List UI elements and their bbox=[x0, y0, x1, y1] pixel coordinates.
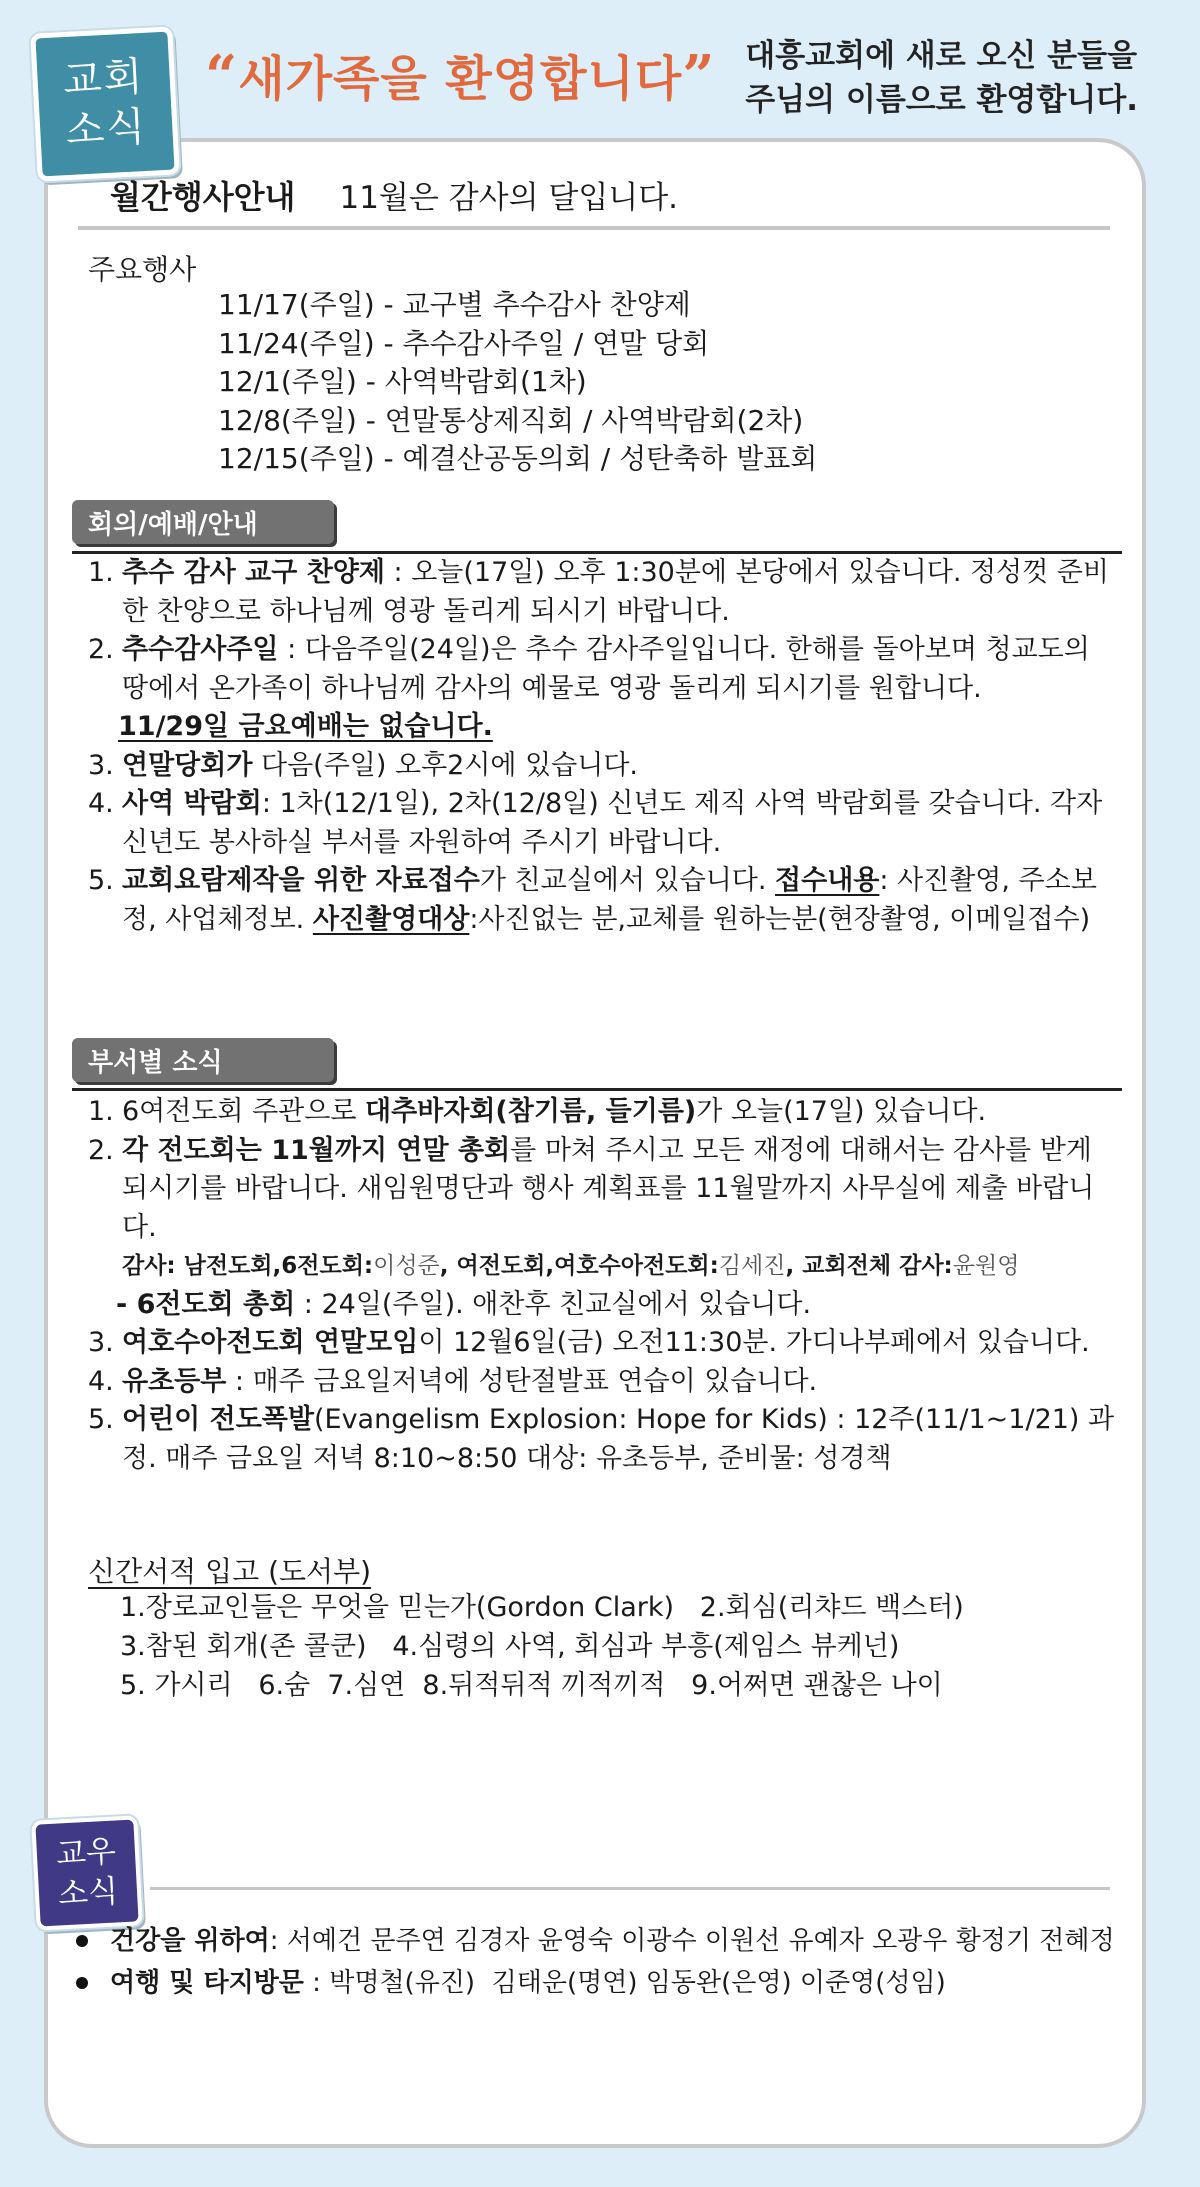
departments-list bbox=[88, 1093, 1118, 1478]
department-item bbox=[88, 1132, 1118, 1248]
divider bbox=[78, 226, 1110, 230]
item-text: : 1차(12/1일), 2차(12/8일) 신년도 제직 사역 박람회를 갖습니다. 각자 신년도 봉사하실 부서를 자원하여 주시기 바랍니다. bbox=[122, 788, 1103, 858]
item-number: 1. bbox=[88, 557, 114, 588]
department-item bbox=[88, 1401, 1118, 1478]
item-text: : 매주 금요일저녁에 성탄절발표 연습이 있습니다. bbox=[226, 1365, 818, 1397]
item-underlined: 접수내용 bbox=[775, 865, 880, 896]
item-underlined: 사진촬영대상 bbox=[312, 903, 470, 935]
item-number: 5. bbox=[88, 1404, 114, 1435]
item-number: 3. bbox=[88, 749, 114, 781]
auditor-label: 감사: 남전도회,6전도회: bbox=[122, 1253, 374, 1279]
badge-line-2: 소식 bbox=[64, 103, 149, 155]
divider bbox=[150, 1887, 1110, 1890]
auditor-name: 윤원영 bbox=[952, 1253, 1020, 1279]
meeting-item bbox=[88, 862, 1118, 939]
travel-names: : 박명철(유진) 김태운(명연) 임동완(은영) 이준영(성임) bbox=[303, 1968, 946, 1998]
item-text: (Evangelism Explosion: Hope for Kids) : 12주(11/1~1/21) 과정. 매주 금요일 저녁 8:10~8:50 대상: 유초등부, 준비물: 성경책 bbox=[122, 1404, 1115, 1474]
item-text: 6여전도회 주관으로 bbox=[122, 1096, 365, 1127]
badge-line-1: 교회 bbox=[61, 53, 146, 105]
department-subitem bbox=[88, 1286, 1118, 1325]
item-text: : 오늘(17일) 오후 1:30분에 본당에서 있습니다. 정성껏 준비한 찬양으로 하나님께 영광 돌리게 되시기 바랍니다. bbox=[122, 557, 1109, 627]
books-line: 3.참된 회개(존 콜쿤) 4.심령의 사역, 회심과 부흥(제임스 뷰케넌) bbox=[120, 1631, 900, 1662]
item-text: 가 친교실에서 있습니다. bbox=[479, 865, 776, 896]
meetings-list bbox=[88, 554, 1118, 939]
section-label-departments: 부서별 소식 bbox=[72, 1038, 334, 1082]
badge-line-2: 소식 bbox=[57, 1873, 119, 1913]
item-number: 4. bbox=[88, 788, 114, 819]
monthly-title-row bbox=[110, 172, 678, 218]
item-text: 를 마쳐 주시고 모든 재정에 대해서는 감사를 받게 되시기를 바랍니다. 새임원명단과 행사 계획표를 11월말까지 사무실에 제출 바랍니다. bbox=[122, 1134, 1095, 1243]
auditor-name: 김세진 bbox=[718, 1253, 786, 1279]
meeting-item bbox=[88, 747, 1118, 786]
events-heading: 주요행사 bbox=[88, 253, 197, 286]
item-text: :사진없는 분,교체를 원하는분(현장촬영, 이메일접수) bbox=[469, 903, 1091, 935]
events-list bbox=[218, 286, 817, 479]
member-news-list bbox=[76, 1920, 1115, 2004]
bullet-icon bbox=[76, 1977, 88, 1989]
item-bold: 추수 감사 교구 찬양제 bbox=[122, 557, 385, 588]
event-item: 11/17(주일) - 교구별 추수감사 찬양제 bbox=[218, 288, 691, 321]
item-text: : 24일(주일). 애찬후 친교실에서 있습니다. bbox=[295, 1288, 812, 1320]
member-news-item bbox=[76, 1920, 1115, 1962]
item-bold: 여호수아전도회 연말모임 bbox=[122, 1327, 419, 1358]
item-bold: - 6전도회 총회 bbox=[116, 1288, 296, 1320]
auditor-label: , 교회전체 감사: bbox=[785, 1253, 953, 1279]
event-item: 12/1(주일) - 사역박람회(1차) bbox=[218, 365, 587, 398]
item-bold: 교회요람제작을 위한 자료접수 bbox=[122, 865, 480, 896]
books-list bbox=[120, 1588, 964, 1705]
item-number: 1. bbox=[88, 1096, 114, 1127]
books-line: 5. 가시리 6.숨 7.심연 8.뒤적뒤적 끼적끼적 9.어쩌면 괜찮은 나이 bbox=[120, 1670, 943, 1701]
event-item: 11/24(주일) - 추수감사주일 / 연말 당회 bbox=[218, 326, 710, 360]
item-number: 2. bbox=[88, 634, 114, 665]
item-bold: 사역 박람회 bbox=[122, 788, 262, 819]
item-text: 가 오늘(17일) 있습니다. bbox=[696, 1096, 987, 1127]
welcome-title bbox=[205, 40, 715, 109]
item-number: 3. bbox=[88, 1327, 114, 1358]
books-heading: 신간서적 입고 (도서부) bbox=[88, 1555, 372, 1588]
item-bold: 유초등부 bbox=[122, 1365, 227, 1397]
item-text: : 사진촬영, 주소보정, 사업체정보. bbox=[122, 865, 1097, 935]
auditor-label: , 여전도회,여호수아전도회: bbox=[439, 1253, 719, 1279]
friday-service-note: 11/29일 금요예배는 없습니다. bbox=[118, 711, 493, 742]
item-text: 이 12월6일(금) 오전11:30분. 가디나부페에서 있습니다. bbox=[418, 1327, 1090, 1358]
travel-label: 여행 및 타지방문 bbox=[110, 1968, 304, 1998]
welcome-subtext bbox=[745, 34, 1138, 122]
meeting-item bbox=[88, 785, 1118, 862]
item-bold: 대추바자회(참기름, 들기름) bbox=[365, 1096, 697, 1127]
item-number: 5. bbox=[88, 865, 114, 896]
item-text: 다음(주일) 오후2시에 있습니다. bbox=[252, 749, 638, 781]
event-item: 12/15(주일) - 예결산공동의회 / 성탄축하 발표회 bbox=[218, 442, 818, 475]
badge-line-1: 교우 bbox=[55, 1833, 117, 1873]
welcome-subtext-line-1: 대흥교회에 새로 오신 분들을 bbox=[745, 38, 1138, 74]
item-bold: 각 전도회는 11월까지 연말 총회 bbox=[122, 1134, 511, 1166]
item-text: : 다음주일(24일)은 추수 감사주일입니다. 한해를 돌아보며 청교도의 땅에서 온가족이 하나님께 감사의 예물로 영광 돌리게 되시기를 원합니다. bbox=[122, 634, 1090, 704]
welcome-subtext-line-2: 주님의 이름으로 환영합니다. bbox=[745, 82, 1138, 118]
auditors-line bbox=[88, 1247, 1118, 1286]
quote-open: “ bbox=[205, 43, 239, 109]
monthly-subtitle: 11월은 감사의 달입니다. bbox=[339, 180, 679, 216]
department-item bbox=[88, 1093, 1118, 1132]
section-rule bbox=[72, 1088, 1122, 1091]
meeting-item bbox=[88, 554, 1118, 631]
item-number: 4. bbox=[88, 1365, 114, 1397]
event-item: 12/8(주일) - 연말통상제직회 / 사역박람회(2차) bbox=[218, 403, 804, 437]
member-news-item bbox=[76, 1962, 1115, 2004]
monthly-title: 월간행사안내 bbox=[110, 178, 296, 216]
item-number: 2. bbox=[88, 1134, 114, 1166]
department-item bbox=[88, 1324, 1118, 1363]
health-names: : 서예건 문주연 김경자 윤영숙 이광수 이원선 유예자 오광우 황정기 전혜정 bbox=[269, 1926, 1115, 1956]
auditor-name: 이성준 bbox=[373, 1253, 440, 1279]
item-bold: 연말당회가 bbox=[122, 749, 253, 781]
meeting-note bbox=[88, 708, 1118, 747]
department-item bbox=[88, 1363, 1118, 1402]
section-label-meetings: 회의/예배/안내 bbox=[72, 500, 334, 544]
meeting-item bbox=[88, 631, 1118, 708]
health-label: 건강을 위하여 bbox=[110, 1926, 270, 1956]
welcome-text: 새가족을 환영합니다 bbox=[238, 51, 683, 107]
church-news-badge bbox=[30, 26, 180, 181]
books-line: 1.장로교인들은 무엇을 믿는가(Gordon Clark) 2.회심(리챠드 백스터) bbox=[120, 1592, 964, 1623]
item-bold: 어린이 전도폭발 bbox=[122, 1404, 314, 1435]
quote-close: ” bbox=[682, 43, 716, 109]
bullet-icon bbox=[76, 1935, 88, 1947]
member-news-badge bbox=[31, 1815, 143, 1930]
item-bold: 추수감사주일 bbox=[122, 634, 279, 665]
